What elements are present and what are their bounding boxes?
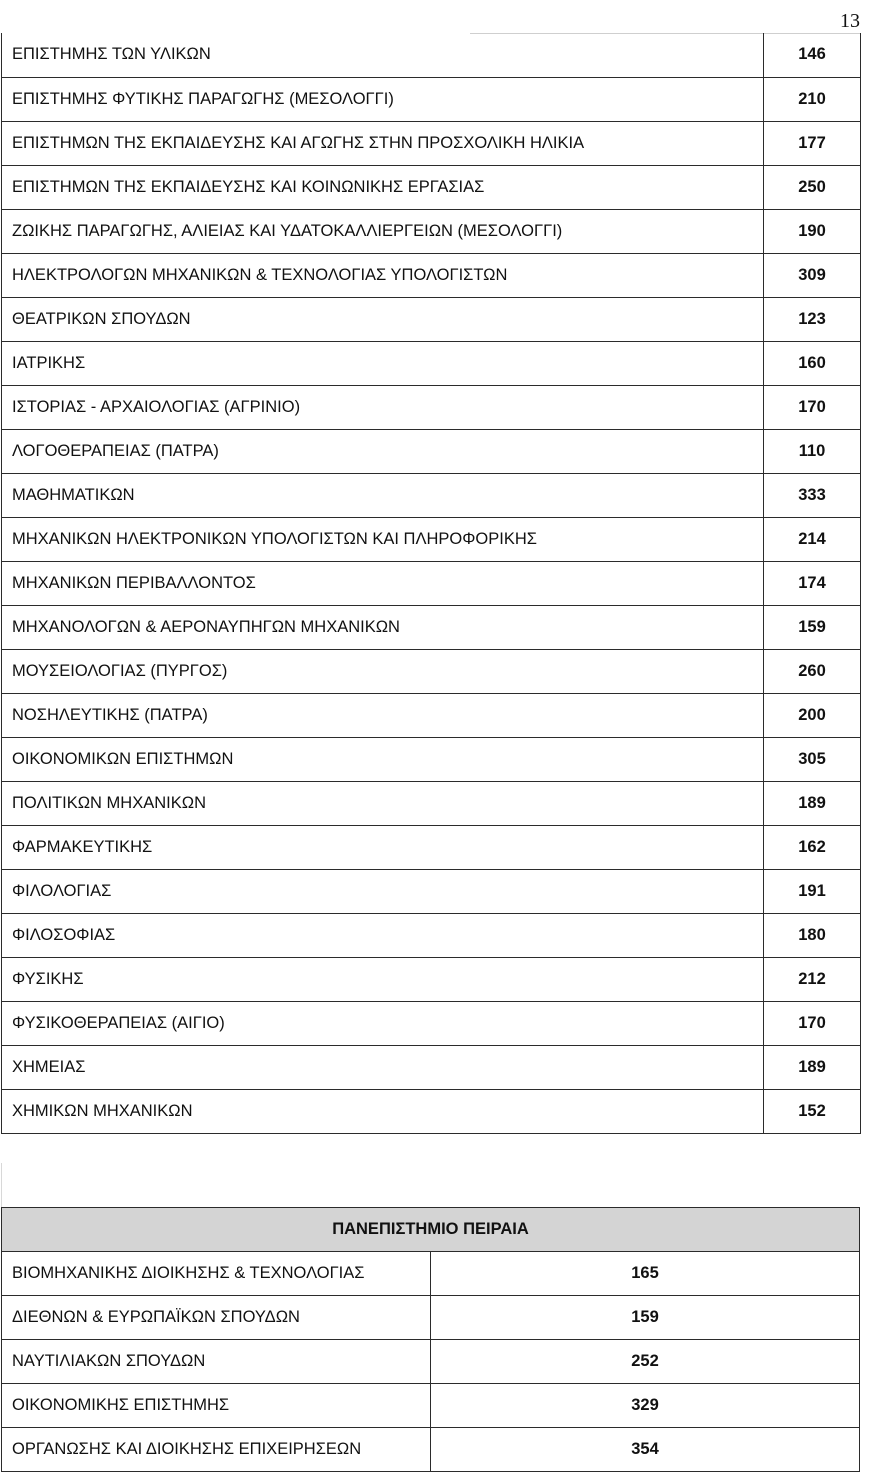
department-name: ΙΑΤΡΙΚΗΣ	[2, 341, 764, 385]
department-value: 123	[764, 297, 861, 341]
department-name: ΜΗΧΑΝΟΛΟΓΩΝ & ΑΕΡΟΝΑΥΠΗΓΩΝ ΜΗΧΑΝΙΚΩΝ	[2, 605, 764, 649]
department-value: 260	[764, 649, 861, 693]
department-value: 329	[431, 1384, 860, 1428]
table-row	[2, 429, 861, 473]
table-row	[2, 649, 861, 693]
table-row	[2, 913, 861, 957]
department-value: 174	[764, 561, 861, 605]
department-name: ΠΟΛΙΤΙΚΩΝ ΜΗΧΑΝΙΚΩΝ	[2, 781, 764, 825]
department-name: ΜΗΧΑΝΙΚΩΝ ΗΛΕΚΤΡΟΝΙΚΩΝ ΥΠΟΛΟΓΙΣΤΩΝ ΚΑΙ ΠΛΗΡΟΦΟΡΙΚΗΣ	[2, 517, 764, 561]
department-name: ΕΠΙΣΤΗΜΗΣ ΤΩΝ ΥΛΙΚΩΝ	[2, 33, 764, 77]
table-row	[2, 693, 861, 737]
table-row	[2, 957, 861, 1001]
department-value: 180	[764, 913, 861, 957]
table-row	[2, 1428, 860, 1472]
table-row	[2, 1001, 861, 1045]
table-gap-divider	[1, 1163, 2, 1207]
table-row	[2, 1384, 860, 1428]
department-name: ΧΗΜΙΚΩΝ ΜΗΧΑΝΙΚΩΝ	[2, 1089, 764, 1133]
department-value: 170	[764, 385, 861, 429]
department-name: ΦΑΡΜΑΚΕΥΤΙΚΗΣ	[2, 825, 764, 869]
table-row	[2, 253, 861, 297]
department-name: ΦΙΛΟΛΟΓΙΑΣ	[2, 869, 764, 913]
department-name: ΕΠΙΣΤΗΜΗΣ ΦΥΤΙΚΗΣ ΠΑΡΑΓΩΓΗΣ (ΜΕΣΟΛΟΓΓΙ)	[2, 77, 764, 121]
department-value: 162	[764, 825, 861, 869]
department-value: 159	[764, 605, 861, 649]
department-name: ΟΡΓΑΝΩΣΗΣ ΚΑΙ ΔΙΟΙΚΗΣΗΣ ΕΠΙΧΕΙΡΗΣΕΩΝ	[2, 1428, 431, 1472]
department-name: ΙΣΤΟΡΙΑΣ - ΑΡΧΑΙΟΛΟΓΙΑΣ (ΑΓΡΙΝΙΟ)	[2, 385, 764, 429]
department-name: ΜΑΘΗΜΑΤΙΚΩΝ	[2, 473, 764, 517]
table-row	[2, 297, 861, 341]
department-name: ΜΗΧΑΝΙΚΩΝ ΠΕΡΙΒΑΛΛΟΝΤΟΣ	[2, 561, 764, 605]
department-name: ΦΙΛΟΣΟΦΙΑΣ	[2, 913, 764, 957]
department-value: 333	[764, 473, 861, 517]
department-value: 152	[764, 1089, 861, 1133]
department-value: 146	[764, 33, 861, 77]
table-row	[2, 781, 861, 825]
table-row	[2, 209, 861, 253]
department-name: ΘΕΑΤΡΙΚΩΝ ΣΠΟΥΔΩΝ	[2, 297, 764, 341]
department-value: 250	[764, 165, 861, 209]
table-row	[2, 385, 861, 429]
table-row	[2, 1089, 861, 1133]
department-name: ΦΥΣΙΚΗΣ	[2, 957, 764, 1001]
department-value: 189	[764, 781, 861, 825]
department-value: 354	[431, 1428, 860, 1472]
department-name: ΕΠΙΣΤΗΜΩΝ ΤΗΣ ΕΚΠΑΙΔΕΥΣΗΣ ΚΑΙ ΚΟΙΝΩΝΙΚΗΣ ΕΡΓΑΣΙΑΣ	[2, 165, 764, 209]
department-name: ΧΗΜΕΙΑΣ	[2, 1045, 764, 1089]
department-name: ΦΥΣΙΚΟΘΕΡΑΠΕΙΑΣ (ΑΙΓΙΟ)	[2, 1001, 764, 1045]
department-value: 210	[764, 77, 861, 121]
department-value: 177	[764, 121, 861, 165]
department-value: 159	[431, 1296, 860, 1340]
department-value: 212	[764, 957, 861, 1001]
table-row	[2, 1296, 860, 1340]
department-value: 200	[764, 693, 861, 737]
department-value: 110	[764, 429, 861, 473]
university-header-row	[2, 1208, 860, 1252]
table-row	[2, 825, 861, 869]
department-name: ΜΟΥΣΕΙΟΛΟΓΙΑΣ (ΠΥΡΓΟΣ)	[2, 649, 764, 693]
department-value: 214	[764, 517, 861, 561]
department-value: 170	[764, 1001, 861, 1045]
department-name: ΒΙΟΜΗΧΑΝΙΚΗΣ ΔΙΟΙΚΗΣΗΣ & ΤΕΧΝΟΛΟΓΙΑΣ	[2, 1252, 431, 1296]
university-table-body	[2, 1208, 860, 1472]
department-name: ΝΟΣΗΛΕΥΤΙΚΗΣ (ΠΑΤΡΑ)	[2, 693, 764, 737]
department-name: ΖΩΙΚΗΣ ΠΑΡΑΓΩΓΗΣ, ΑΛΙΕΙΑΣ ΚΑΙ ΥΔΑΤΟΚΑΛΛΙΕΡΓΕΙΩΝ (ΜΕΣΟΛΟΓΓΙ)	[2, 209, 764, 253]
department-name: ΗΛΕΚΤΡΟΛΟΓΩΝ ΜΗΧΑΝΙΚΩΝ & ΤΕΧΝΟΛΟΓΙΑΣ ΥΠΟΛΟΓΙΣΤΩΝ	[2, 253, 764, 297]
table-row	[2, 737, 861, 781]
department-name: ΟΙΚΟΝΟΜΙΚΗΣ ΕΠΙΣΤΗΜΗΣ	[2, 1384, 431, 1428]
department-value: 190	[764, 209, 861, 253]
table-row	[2, 605, 861, 649]
department-value: 305	[764, 737, 861, 781]
table-row	[2, 1045, 861, 1089]
department-value: 252	[431, 1340, 860, 1384]
department-value: 160	[764, 341, 861, 385]
university-of-piraeus-table	[1, 1207, 860, 1472]
department-value: 165	[431, 1252, 860, 1296]
table-row	[2, 561, 861, 605]
table-row	[2, 33, 861, 77]
table-row	[2, 517, 861, 561]
table-row	[2, 1340, 860, 1384]
table-row	[2, 77, 861, 121]
table-row	[2, 121, 861, 165]
table-row	[2, 165, 861, 209]
department-table-continued	[1, 33, 861, 1134]
department-value: 189	[764, 1045, 861, 1089]
page-number: 13	[840, 10, 860, 32]
table-row	[2, 341, 861, 385]
department-value: 191	[764, 869, 861, 913]
table-row	[2, 869, 861, 913]
department-value: 309	[764, 253, 861, 297]
department-name: ΟΙΚΟΝΟΜΙΚΩΝ ΕΠΙΣΤΗΜΩΝ	[2, 737, 764, 781]
department-name: ΔΙΕΘΝΩΝ & ΕΥΡΩΠΑΪΚΩΝ ΣΠΟΥΔΩΝ	[2, 1296, 431, 1340]
department-name: ΝΑΥΤΙΛΙΑΚΩΝ ΣΠΟΥΔΩΝ	[2, 1340, 431, 1384]
department-name: ΛΟΓΟΘΕΡΑΠΕΙΑΣ (ΠΑΤΡΑ)	[2, 429, 764, 473]
department-table-body	[2, 33, 861, 1133]
department-name: ΕΠΙΣΤΗΜΩΝ ΤΗΣ ΕΚΠΑΙΔΕΥΣΗΣ ΚΑΙ ΑΓΩΓΗΣ ΣΤΗΝ ΠΡΟΣΧΟΛΙΚΗ ΗΛΙΚΙΑ	[2, 121, 764, 165]
table-row	[2, 1252, 860, 1296]
university-name: ΠΑΝΕΠΙΣΤΗΜΙΟ ΠΕΙΡΑΙΑ	[2, 1208, 860, 1252]
table-row	[2, 473, 861, 517]
